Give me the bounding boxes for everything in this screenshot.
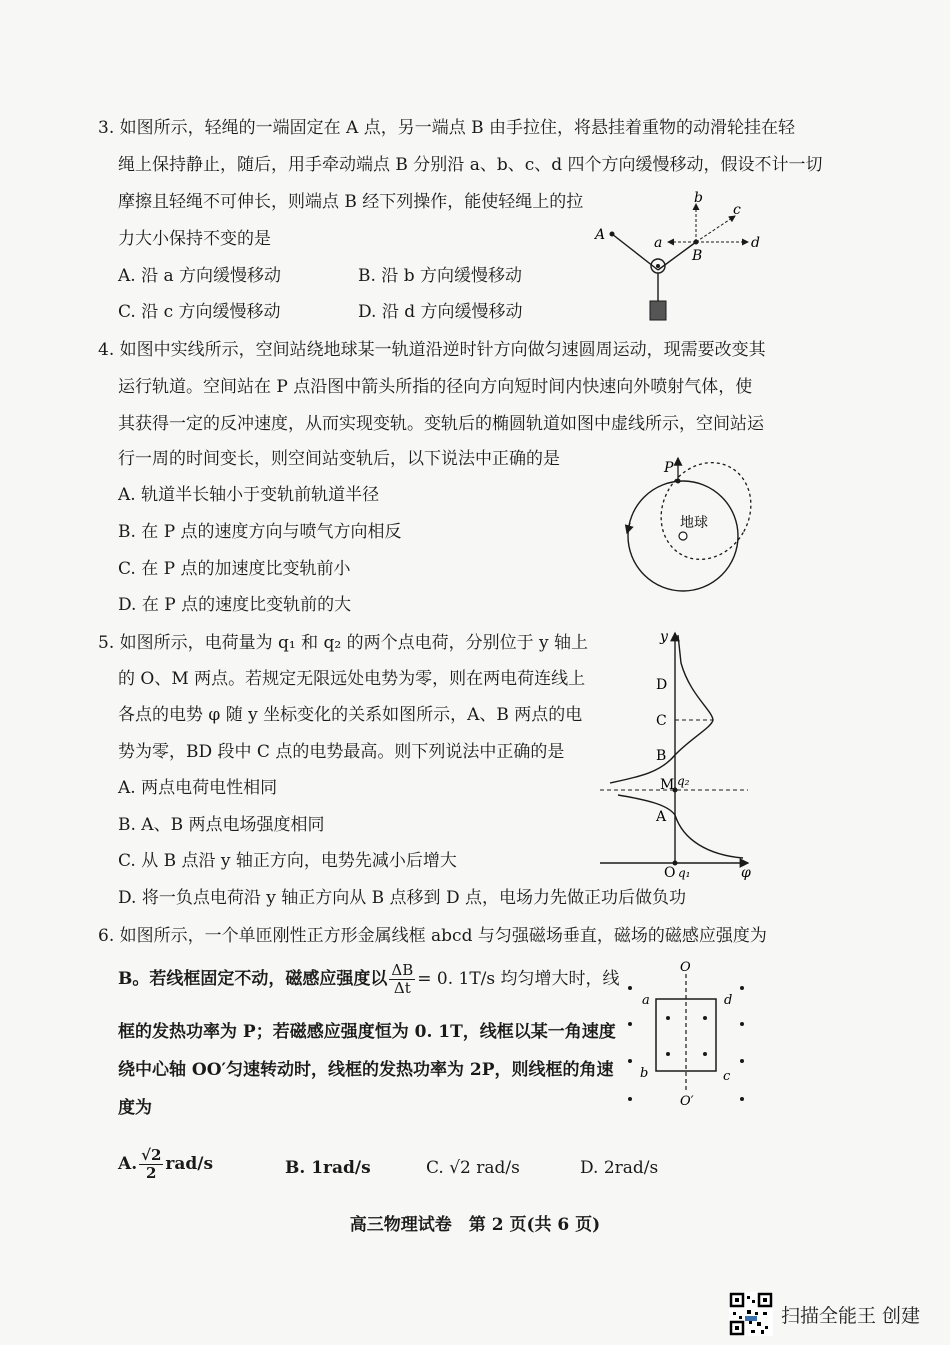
q4-option-b: B. 在 P 点的速度方向与喷气方向相反 bbox=[118, 522, 402, 542]
label-M: M bbox=[660, 777, 675, 793]
label-y: y bbox=[660, 629, 668, 645]
fraction-denominator: Δt bbox=[393, 979, 411, 997]
q6-coil-figure bbox=[620, 958, 760, 1108]
label-A: A bbox=[656, 809, 667, 825]
label-earth: 地球 bbox=[680, 515, 708, 531]
optA-denominator: 2 bbox=[146, 1164, 157, 1182]
q3-option-c: C. 沿 c 方向缓慢移动 bbox=[118, 302, 281, 322]
scanner-watermark bbox=[729, 1292, 920, 1336]
q3-option-a: A. 沿 a 方向缓慢移动 bbox=[118, 266, 282, 286]
q6-line-5: 度为 bbox=[118, 1098, 152, 1118]
label-q1: q₁ bbox=[678, 866, 691, 880]
label-c: c bbox=[733, 202, 741, 218]
label-c: c bbox=[723, 1069, 731, 1084]
label-C: C bbox=[656, 713, 667, 729]
q4-line-1: 4. 如图中实线所示，空间站绕地球某一轨道沿逆时针方向做匀速圆周运动，现需要改变其 bbox=[98, 340, 766, 360]
label-b: b bbox=[694, 190, 703, 206]
delta-b-fraction bbox=[389, 962, 415, 997]
q5-option-b: B. A、B 两点电场强度相同 bbox=[118, 815, 325, 835]
q6-line-2-pre: B。若线框固定不动，磁感应强度以 bbox=[118, 969, 388, 989]
label-B: B bbox=[692, 248, 703, 264]
q3-line-3: 摩擦且轻绳不可伸长，则端点 B 经下列操作，能使轻绳上的拉 bbox=[118, 192, 584, 212]
q6-option-c: C. √2 rad/s bbox=[426, 1158, 520, 1178]
q6-line-1: 6. 如图所示，一个单匝刚性正方形金属线框 abcd 与匀强磁场垂直，磁场的磁感应强度为 bbox=[98, 926, 767, 946]
earth-dot bbox=[679, 532, 687, 540]
label-D: D bbox=[656, 677, 668, 693]
potential-curve-lower bbox=[618, 795, 743, 858]
label-q2: q₂ bbox=[677, 774, 690, 788]
scanner-text: 扫描全能王 创建 bbox=[780, 1304, 920, 1327]
q6-option-a bbox=[118, 1147, 213, 1182]
q6-option-d: D. 2rad/s bbox=[580, 1158, 659, 1178]
q5-line-4: 势为零，BD 段中 C 点的电势最高。则下列说法中正确的是 bbox=[118, 742, 565, 762]
label-d: d bbox=[724, 993, 733, 1008]
sqrt2-over-2-fraction bbox=[139, 1147, 163, 1182]
label-P: P bbox=[664, 460, 674, 476]
elliptical-orbit bbox=[644, 448, 768, 576]
q5-line-2: 的 O、M 两点。若规定无限远处电势为零，则在两电荷连线上 bbox=[118, 669, 586, 689]
weight-block bbox=[650, 301, 666, 320]
label-d: d bbox=[751, 235, 760, 251]
label-a: a bbox=[654, 235, 663, 251]
q4-option-d: D. 在 P 点的速度比变轨前的大 bbox=[118, 595, 352, 615]
q4-line-2: 运行轨道。空间站在 P 点沿图中箭头所指的径向方向短时间内快速向外喷射气体，使 bbox=[118, 377, 753, 397]
q3-line-4: 力大小保持不变的是 bbox=[118, 229, 271, 249]
q6-line-3: 框的发热功率为 P；若磁感应强度恒为 0. 1T，线框以某一角速度 bbox=[118, 1022, 616, 1042]
label-phi: φ bbox=[741, 865, 751, 881]
q6-option-a-unit: rad/s bbox=[165, 1154, 214, 1174]
q3-pulley-figure bbox=[590, 188, 770, 326]
fraction-numerator: ΔB bbox=[391, 961, 414, 979]
q5-option-d: D. 将一负点电荷沿 y 轴正方向从 B 点移到 D 点，电场力先做正功后做负功 bbox=[118, 888, 686, 908]
rope-right bbox=[658, 242, 696, 270]
q6-option-a-prefix: A. bbox=[118, 1154, 138, 1174]
q5-option-c: C. 从 B 点沿 y 轴正方向，电势先减小后增大 bbox=[118, 851, 457, 871]
label-b: b bbox=[640, 1066, 649, 1081]
q6-line-2 bbox=[118, 962, 620, 997]
q3-option-d: D. 沿 d 方向缓慢移动 bbox=[358, 302, 523, 322]
label-O: O bbox=[664, 865, 676, 881]
q3-line-1: 3. 如图所示，轻绳的一端固定在 A 点，另一端点 B 由手拉住，将悬挂着重物的动滑轮挂在轻 bbox=[98, 118, 796, 138]
arrow-c bbox=[696, 216, 735, 242]
q5-line-3: 各点的电势 φ 随 y 坐标变化的关系如图所示，A、B 两点的电 bbox=[118, 705, 583, 725]
label-a: a bbox=[642, 993, 650, 1008]
q5-line-1: 5. 如图所示，电荷量为 q₁ 和 q₂ 的两个点电荷，分别位于 y 轴上 bbox=[98, 633, 589, 653]
optA-numerator: √2 bbox=[141, 1146, 162, 1164]
q4-line-3: 其获得一定的反冲速度，从而实现变轨。变轨后的椭圆轨道如图中虚线所示，空间站运 bbox=[118, 414, 764, 434]
q6-line-4: 绕中心轴 OO′匀速转动时，线框的发热功率为 2P，则线框的角速 bbox=[118, 1060, 614, 1080]
q6-option-b: B. 1rad/s bbox=[285, 1158, 371, 1178]
q5-potential-graph bbox=[598, 625, 758, 885]
label-A: A bbox=[595, 227, 606, 243]
q3-line-2: 绳上保持静止，随后，用手牵动端点 B 分别沿 a、b、c、d 四个方向缓慢移动，假设不计一切 bbox=[118, 155, 823, 175]
label-O: O bbox=[680, 960, 691, 975]
label-B: B bbox=[656, 748, 667, 764]
q3-option-b: B. 沿 b 方向缓慢移动 bbox=[358, 266, 522, 286]
q4-line-4: 行一周的时间变长，则空间站变轨后，以下说法中正确的是 bbox=[118, 449, 560, 469]
label-O-prime: O′ bbox=[680, 1094, 694, 1108]
qr-code-icon bbox=[729, 1292, 773, 1336]
q5-option-a: A. 两点电荷电性相同 bbox=[118, 778, 278, 798]
q6-line-2-post: = 0. 1T/s 均匀增大时，线 bbox=[417, 969, 620, 989]
q4-option-a: A. 轨道半长轴小于变轨前轨道半径 bbox=[118, 485, 380, 505]
q4-option-c: C. 在 P 点的加速度比变轨前小 bbox=[118, 559, 351, 579]
q4-orbit-figure bbox=[606, 448, 776, 596]
page-footer: 高三物理试卷 第 2 页(共 6 页) bbox=[349, 1215, 601, 1235]
